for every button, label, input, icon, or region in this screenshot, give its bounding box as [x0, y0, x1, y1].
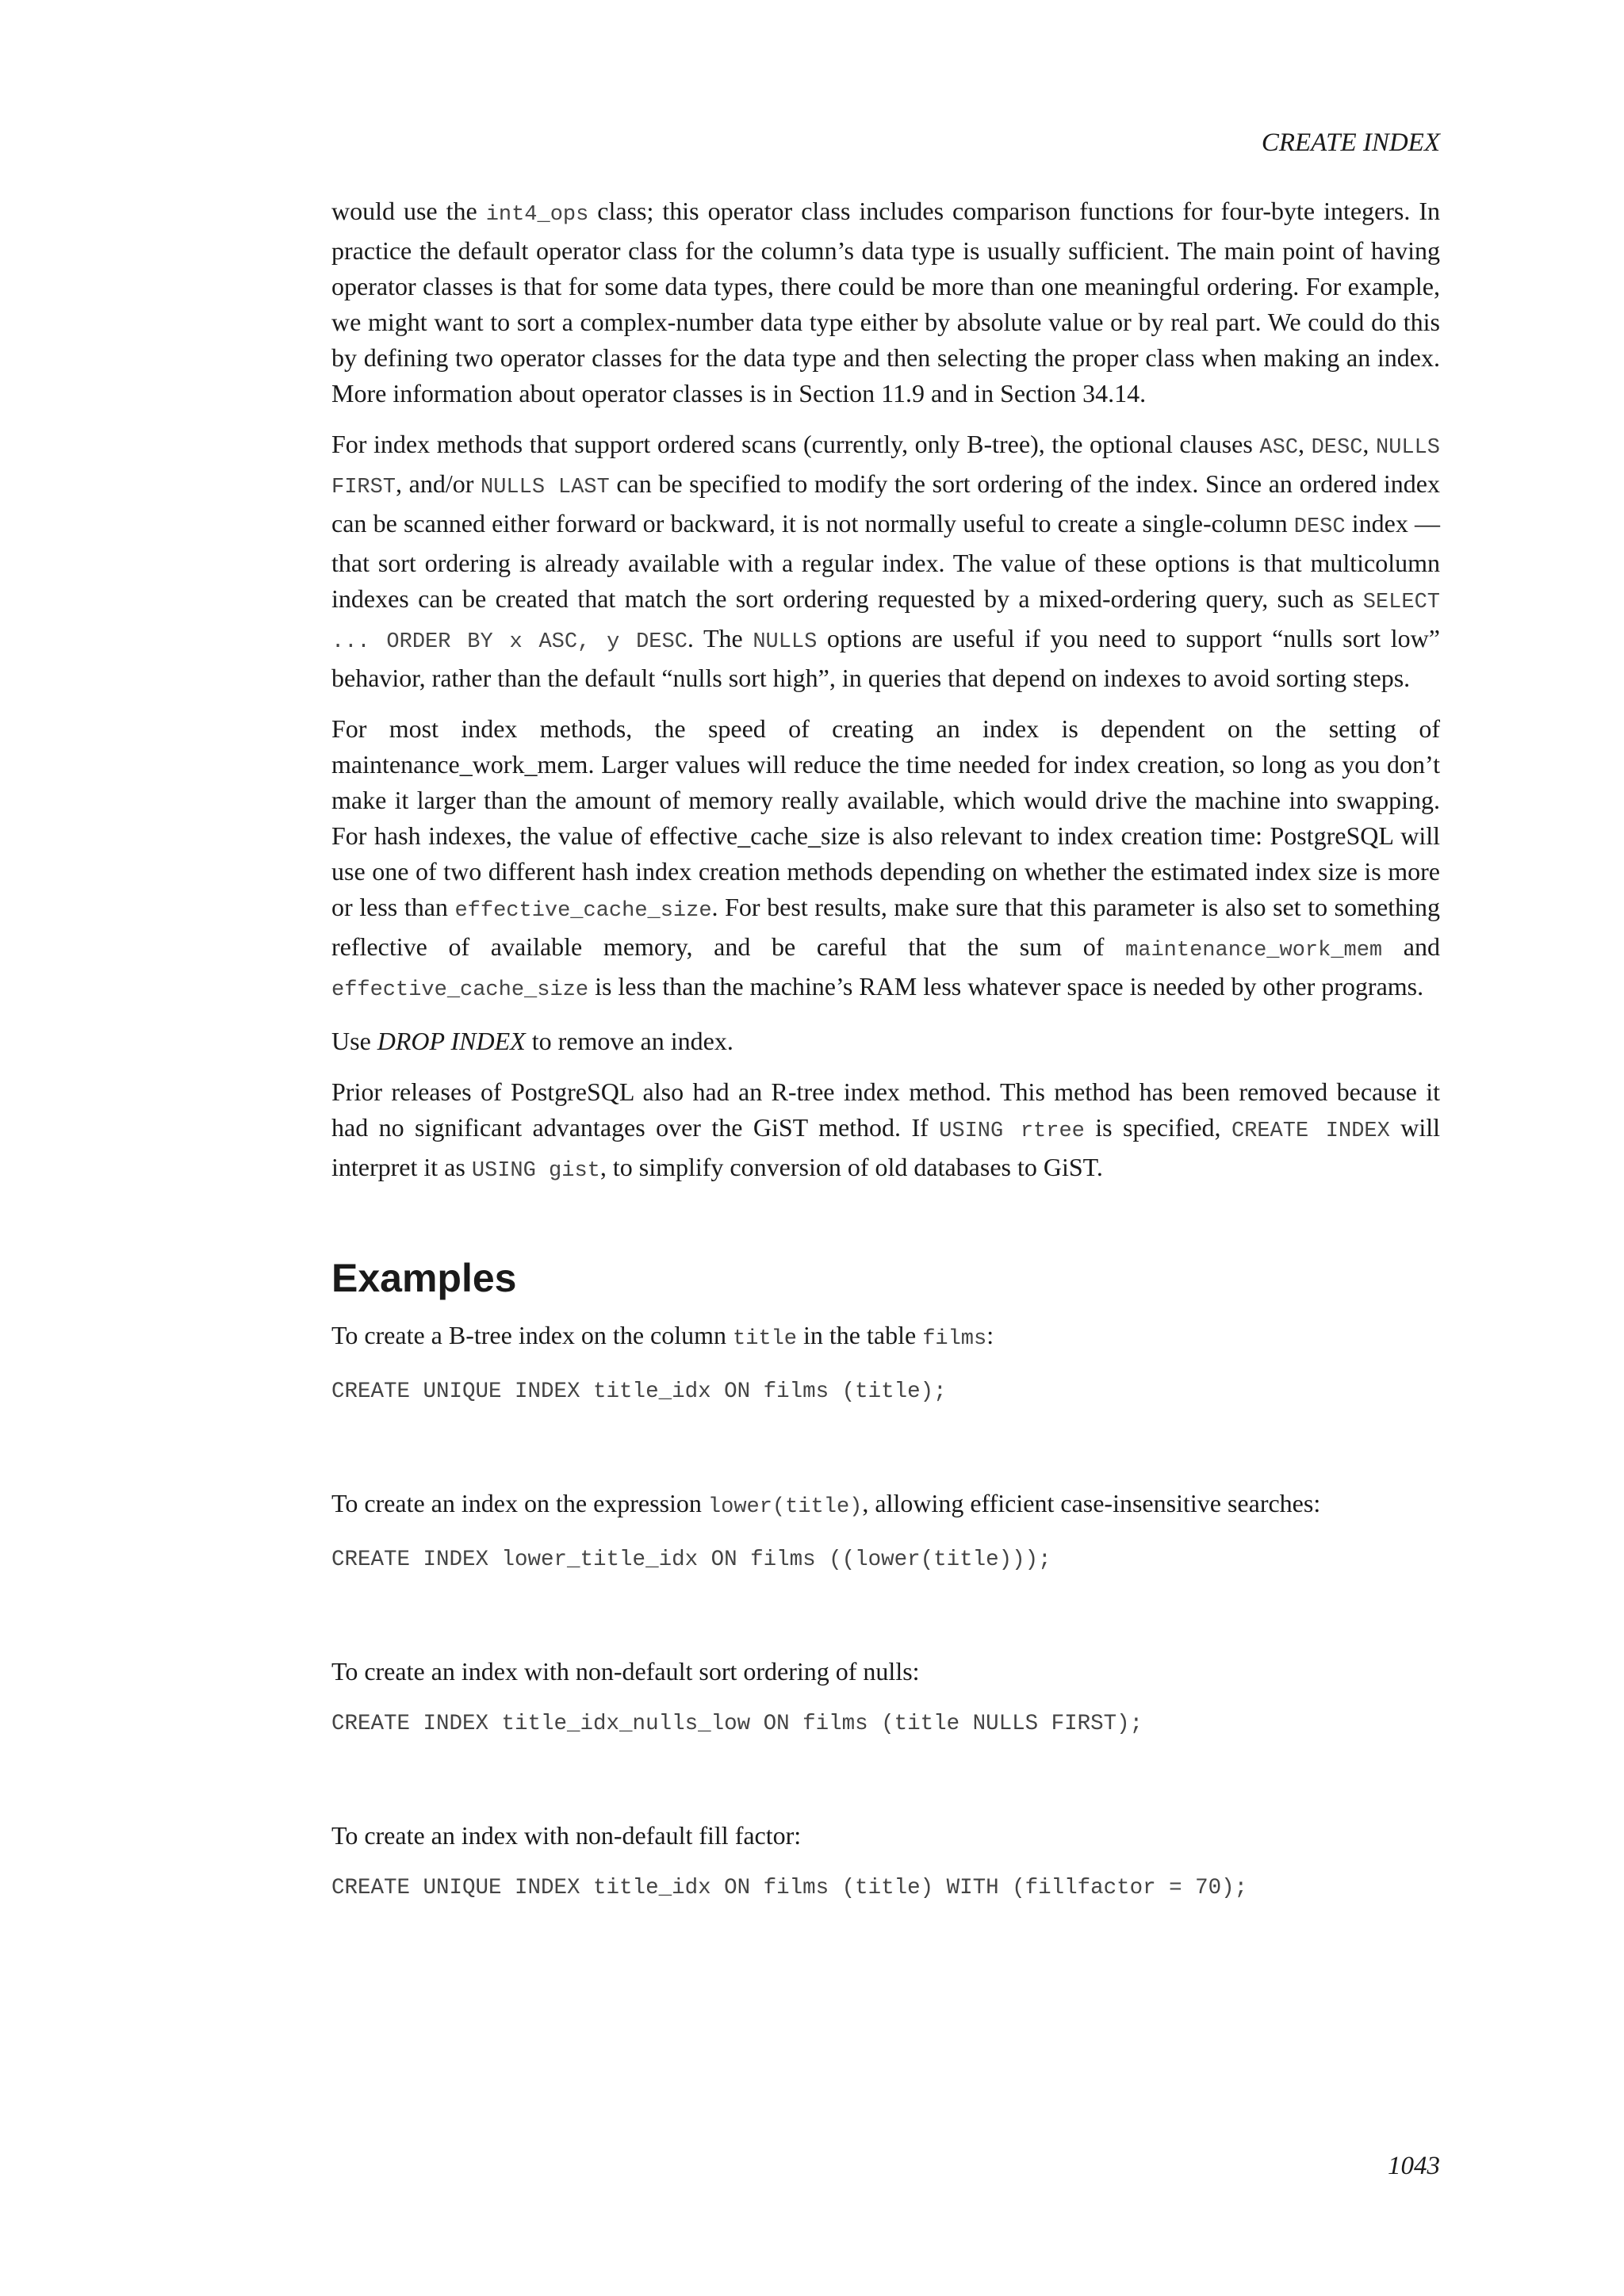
- code-select-order-by: SELECT ... ORDER BY x ASC, y DESC: [331, 591, 1440, 654]
- code-effective-cache-size: effective_cache_size: [454, 899, 712, 923]
- code-nulls: NULLS: [753, 630, 818, 654]
- drop-index-link[interactable]: DROP INDEX: [377, 1027, 526, 1055]
- code-example-expression: CREATE INDEX lower_title_idx ON films ((lower(title)));: [331, 1548, 1051, 1572]
- section-heading-examples: Examples: [331, 1256, 517, 1300]
- text-run: To create an index with non-default sort ordering of nulls:: [331, 1657, 920, 1686]
- text-run: ,: [1298, 430, 1312, 458]
- text-run: . The: [687, 624, 753, 652]
- example-intro: [331, 1318, 1440, 1357]
- code-effective-cache-size-2: effective_cache_size: [331, 978, 589, 1002]
- text-run: Prior releases of PostgreSQL also had an R-tree index method. This method has been removed because it had no significant advantages over the GiST method. If: [331, 1077, 1440, 1142]
- text-run: To create a B-tree index on the column: [331, 1321, 733, 1349]
- code-maintenance-work-mem: maintenance_work_mem: [1125, 939, 1383, 962]
- code-desc: DESC: [1311, 436, 1363, 460]
- text-run: To create an index on the expression: [331, 1489, 708, 1517]
- text-run: Use: [331, 1027, 377, 1055]
- text-run: To create an index with non-default fill factor:: [331, 1821, 802, 1850]
- text-run: :: [986, 1321, 994, 1349]
- body-text: [331, 193, 1440, 1982]
- code-int4-ops: int4_ops: [485, 203, 589, 227]
- text-run: to remove an index.: [525, 1027, 733, 1055]
- code-example-nulls: CREATE INDEX title_idx_nulls_low ON films (title NULLS FIRST);: [331, 1712, 1143, 1736]
- text-run: , and/or: [396, 469, 481, 498]
- text-run: is specified,: [1084, 1113, 1231, 1142]
- text-run: and: [1382, 932, 1441, 961]
- code-lower-title: lower(title): [707, 1495, 863, 1519]
- text-run: , to simplify conversion of old databases to GiST.: [599, 1153, 1103, 1181]
- text-run: in the table: [797, 1321, 923, 1349]
- paragraph-drop-index: [331, 1024, 1440, 1059]
- example-intro: [331, 1654, 1440, 1689]
- paragraph-index-creation-speed: [331, 711, 1440, 1008]
- paragraph-operator-classes: [331, 193, 1440, 411]
- code-example-fillfactor: CREATE UNIQUE INDEX title_idx ON films (title) WITH (fillfactor = 70);: [331, 1876, 1248, 1900]
- text-run: would use the: [331, 197, 486, 225]
- text-run: can be specified to modify the sort ordering of the index. Since an ordered index can be scanned either forward or backward, it is not normally useful to create a single-column: [331, 469, 1441, 538]
- code-nulls-first: NULLS FIRST: [331, 436, 1441, 499]
- running-header: CREATE INDEX: [1261, 128, 1440, 157]
- text-run: will interpret it as: [331, 1113, 1441, 1181]
- paragraph-sort-ordering: [331, 427, 1440, 696]
- text-run: For most index methods, the speed of creating an index is dependent on the setting of maintenance_work_mem. Larger values will reduce the time needed for index creation, so long as you don’t make it larger than the amount of memory really available, which would drive the machine into swapping. For hash indexes, the value of effective_cache_size is also relevant to index creation time: PostgreSQL will use one of two different hash index creation methods depending on whether the estimated index size is more or less than: [331, 714, 1440, 921]
- code-using-rtree: USING rtree: [939, 1119, 1085, 1143]
- code-nulls-last: NULLS LAST: [481, 476, 610, 499]
- text-run: . For best results, make sure that this parameter is also set to something reflective of available memory, and be careful that the sum of: [331, 893, 1440, 961]
- text-run: class; this operator class includes comparison functions for four-byte integers. In practice the default operator class for the column’s data type is usually sufficient. The main point of having operator classes is that for some data types, there could be more than one meaningful ordering. For example, we might want to sort a complex-number data type either by absolute value or by real part. We could do this by defining two operator classes for the data type and then selecting the proper class when making an index. More information about operator classes is in Section 11.9 and in Section 34.14.: [331, 197, 1441, 408]
- text-run: , allowing efficient case-insensitive searches:: [862, 1489, 1321, 1517]
- document-page: [331, 0, 1440, 2296]
- code-films: films: [922, 1327, 987, 1351]
- code-desc-single: DESC: [1293, 515, 1346, 539]
- page-number: 1043: [1388, 2152, 1440, 2180]
- code-using-gist: USING gist: [471, 1159, 600, 1183]
- text-run: options are useful if you need to support “nulls sort low” behavior, rather than the default “nulls sort high”, in queries that depend on indexes to avoid sorting steps.: [331, 624, 1440, 692]
- code-title: title: [733, 1327, 798, 1351]
- code-asc: ASC: [1259, 436, 1299, 460]
- text-run: For index methods that support ordered scans (currently, only B-tree), the optional clauses: [331, 430, 1260, 458]
- text-run: is less than the machine’s RAM less whatever space is needed by other programs.: [588, 972, 1424, 1001]
- example-intro: [331, 1818, 1440, 1854]
- code-create-index: CREATE INDEX: [1231, 1119, 1390, 1143]
- text-run: ,: [1362, 430, 1376, 458]
- example-intro: [331, 1486, 1440, 1525]
- paragraph-rtree: [331, 1074, 1440, 1189]
- code-example-btree: CREATE UNIQUE INDEX title_idx ON films (title);: [331, 1380, 947, 1404]
- text-run: index — that sort ordering is already available with a regular index. The value of these options is that multicolumn indexes can be created that match the sort ordering requested by a mixed-ordering query, such as: [331, 509, 1441, 613]
